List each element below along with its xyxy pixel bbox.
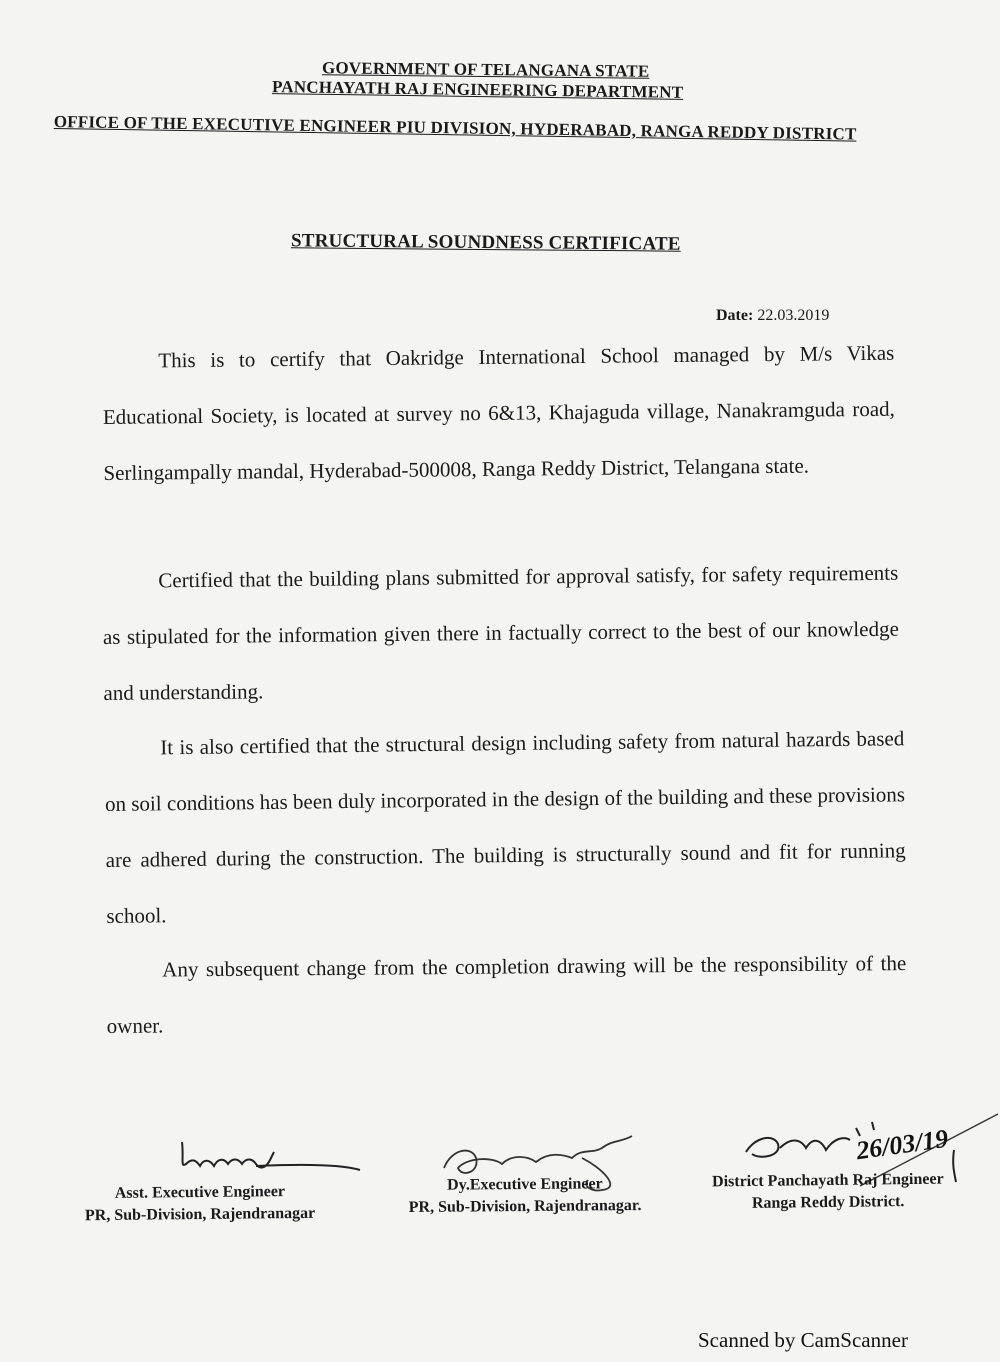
paragraph-text: This is to certify that Oakridge International School managed by M/s Vikas Educational Society, is located at survey no 6&13, Khajaguda village, Nanakramguda road, Serlingampally mandal, Hyderabad-500008, Ranga Reddy District, Telangana state. [102,340,895,485]
signatory-designation: Dy.Executive Engineer [447,1175,603,1194]
paragraph-text: Certified that the building plans submitted for approval satisfy, for safety requirements as stipulated for the information given there in factually correct to the best of our knowledge and understanding. [102,560,899,705]
signatory-asst-engineer [55,1180,345,1227]
certificate-title: STRUCTURAL SOUNDNESS CERTIFICATE [290,230,681,255]
signatory-office: PR, Sub-Division, Rajendranagar [84,1204,316,1225]
signatory-office: Ranga Reddy District. [751,1193,905,1212]
header-government: GOVERNMENT OF TELANGANA STATE [321,58,650,81]
signatory-office: PR, Sub-Division, Rajendranagar. [408,1196,642,1217]
paragraph-certify [102,325,896,501]
paragraph-text: Any subsequent change from the completion drawing will be the responsibility of the owner. [106,951,907,1038]
paragraph-plans [102,545,900,721]
signatory-district-engineer [688,1168,969,1215]
signatory-designation: District Panchayath Raj Engineer [711,1170,944,1191]
date-label: Date: [716,307,754,324]
signature-date: 26/03/19 [854,1123,950,1166]
date-value: 22.03.2019 [757,307,830,324]
signatory-dy-engineer [385,1173,665,1219]
signatory-designation: Asst. Executive Engineer [114,1183,286,1202]
header-office: OFFICE OF THE EXECUTIVE ENGINEER PIU DIVISION, HYDERABAD, RANGA REDDY DISTRICT [53,112,857,144]
date-line [716,307,829,325]
paragraph-responsibility [106,935,907,1054]
paragraph-structural [104,710,907,944]
paragraph-text: It is also certified that the structural design including safety from natural hazards based on soil conditions has been duly incorporated in the design of the building and these provisions are adhered during the construction. The building is structurally sound and fit for running school. [104,726,906,928]
scanner-watermark: Scanned by CamScanner [698,1328,908,1352]
header-department: PANCHAYATH RAJ ENGINEERING DEPARTMENT [271,77,684,102]
